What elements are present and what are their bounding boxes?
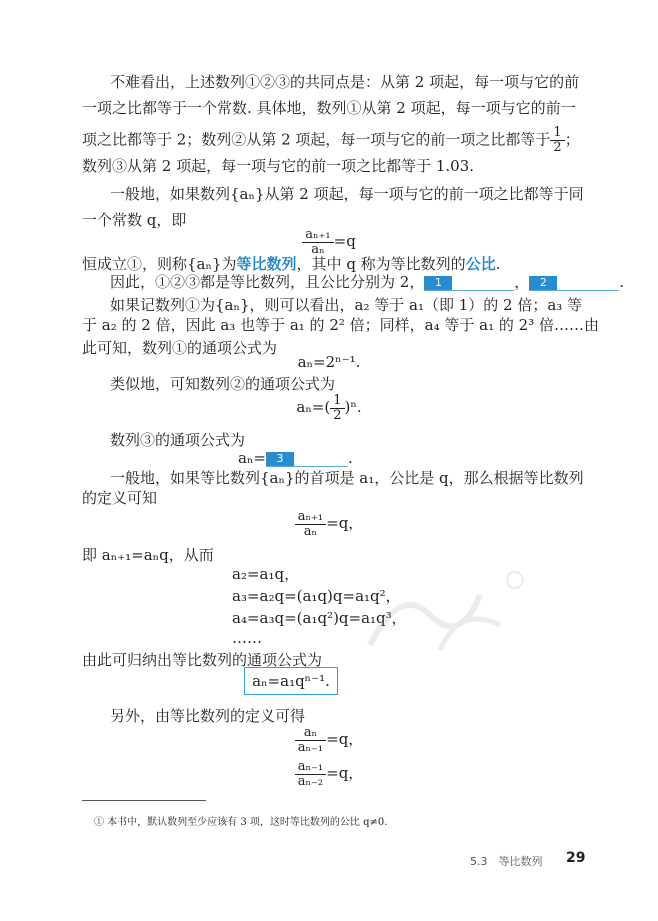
equation-lhs: aₙ= (238, 449, 267, 467)
term-geometric-sequence: 等比数列 (236, 255, 297, 273)
numerator: 1 (330, 394, 344, 409)
text-line: 即 aₙ₊₁=aₙq，从而 (82, 546, 214, 564)
equation-ratio (0, 722, 658, 756)
text-line: 一般地，如果等比数列{aₙ}的首项是 a₁，公比是 q，那么根据等比数列 (110, 469, 584, 487)
text-line: 一般地，如果数列{aₙ}从第 2 项起，每一项与它的前一项之比都等于同 (110, 185, 584, 203)
fill-blank-3[interactable] (266, 452, 348, 467)
fraction-one-half (330, 394, 344, 423)
equation-rhs: =q (333, 232, 356, 250)
text-line (110, 272, 625, 292)
equation-ratio (0, 508, 658, 539)
text-line: 数列③的通项公式为 (110, 431, 246, 449)
publisher-watermark-icon (360, 565, 530, 660)
blank-number: 2 (529, 276, 557, 290)
fill-blank-1[interactable] (424, 276, 514, 291)
text-line: 一个常数 q，即 (82, 211, 187, 229)
equation-ratio (0, 226, 658, 257)
fraction (302, 228, 333, 257)
derivation-line: a₄=a₃q=(a₁q²)q=a₁q³， (232, 609, 407, 627)
equation-rhs: )ⁿ. (344, 398, 362, 416)
equation-ratio (0, 756, 658, 790)
fill-blank-2[interactable] (529, 276, 619, 291)
fraction (295, 510, 326, 539)
numerator: aₙ₋₁ (295, 760, 326, 775)
blank-number: 3 (266, 452, 294, 466)
text-line: 类似地，可知数列②的通项公式为 (110, 375, 336, 393)
equation: aₙ=2ⁿ⁻¹. (297, 353, 361, 371)
equation-lhs: aₙ=( (296, 398, 331, 416)
page-number: 29 (566, 850, 586, 866)
general-term-formula-box: aₙ=a₁qⁿ⁻¹. (244, 667, 338, 695)
denominator: aₙ (303, 523, 318, 539)
text-line: 的定义可知 (82, 489, 158, 507)
text-span: 项之比都等于 2；数列②从第 2 项起，每一项与它的前一项之比都等于 (82, 130, 551, 149)
text-line: 另外，由等比数列的定义可得 (110, 707, 306, 725)
denominator: aₙ (311, 241, 325, 257)
denominator: aₙ₋₁ (297, 739, 324, 755)
text-line (82, 126, 582, 155)
text-line: 此可知，数列①的通项公式为 (82, 339, 278, 357)
term-common-ratio: 公比 (465, 255, 496, 273)
fraction (295, 726, 326, 755)
denominator: aₙ₋₂ (297, 773, 324, 789)
text-line (82, 254, 582, 274)
text-span: 恒成立①，则称{aₙ}为 (82, 255, 237, 273)
denominator: 2 (333, 407, 342, 423)
text-span: . (619, 273, 625, 291)
numerator: 1 (550, 126, 564, 141)
fraction (295, 760, 326, 789)
text-line: 不难看出，上述数列①②③的共同点是：从第 2 项起，每一项与它的前 (110, 73, 580, 91)
equation (0, 392, 658, 423)
derivation-line: a₃=a₂q=(a₁q)q=a₁q²， (232, 587, 401, 605)
footnote: ① 本书中，默认数列至少应该有 3 项，这时等比数列的公比 q≠0. (94, 817, 388, 828)
numerator: aₙ₊₁ (302, 228, 333, 243)
equation-rhs: =q， (326, 514, 364, 532)
footnote-divider (82, 800, 206, 801)
derivation-line: a₂=a₁q， (232, 565, 300, 583)
text-line: 如果记数列①为{aₙ}，则可以看出，a₂ 等于 a₁（即 1）的 2 倍；a₃ 等 (110, 296, 583, 314)
text-span: ， (514, 273, 530, 291)
text-line: 由此可归纳出等比数列的通项公式为 (82, 651, 323, 669)
footer-section-title: 5.3 等比数列 (470, 855, 543, 868)
equation (238, 448, 658, 468)
text-span: ； (564, 130, 580, 149)
fraction-one-half (550, 126, 564, 155)
numerator: aₙ (295, 726, 326, 741)
text-span: 因此，①②③都是等比数列，且公比分别为 2， (110, 273, 425, 291)
text-line: 一项之比都等于一个常数. 具体地，数列①从第 2 项起，每一项与它的前一 (82, 99, 576, 117)
text-span: . (348, 449, 353, 467)
text-span: ，其中 q 称为等比数列的 (296, 255, 466, 273)
text-line: 数列③从第 2 项起，每一项与它的前一项之比都等于 1.03. (82, 157, 475, 175)
text-span: . (495, 255, 501, 273)
numerator: aₙ₊₁ (295, 510, 326, 525)
equation-rhs: =q， (326, 730, 364, 748)
denominator: 2 (553, 140, 562, 155)
text-line: 于 a₂ 的 2 倍，因此 a₃ 也等于 a₁ 的 2² 倍；同样，a₄ 等于 a₁ 的 2³ 倍……由 (82, 316, 599, 334)
blank-number: 1 (424, 276, 452, 290)
equation-rhs: =q， (326, 764, 364, 782)
derivation-line: …… (232, 629, 262, 647)
